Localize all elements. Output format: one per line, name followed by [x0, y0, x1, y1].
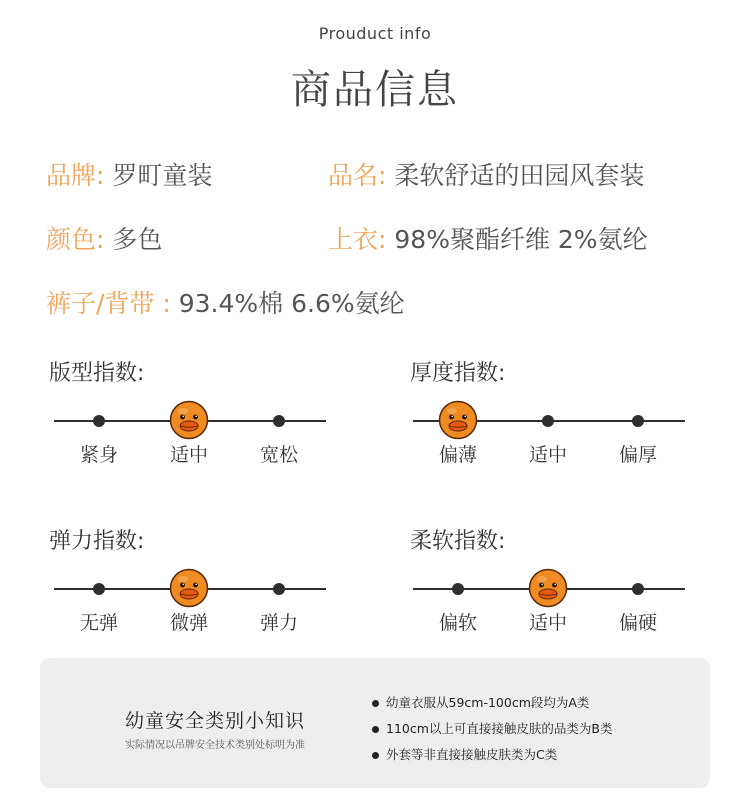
scale-dot — [452, 583, 464, 595]
spec-color — [46, 224, 162, 256]
subtitle-en: Prouduct info — [318, 24, 432, 43]
scale-dot — [273, 415, 285, 427]
spec-top — [328, 224, 648, 256]
duck-icon — [438, 400, 478, 440]
index-title-thickness: 厚度指数: — [410, 361, 506, 386]
duck-icon — [528, 568, 568, 608]
scale-label: 无弹 — [79, 612, 118, 634]
index-scale-thickness — [413, 398, 685, 498]
safety-title: 幼童安全类别小知识 — [124, 710, 305, 732]
spec-top-key: 上衣: — [328, 225, 387, 254]
spec-brand — [46, 160, 212, 192]
page-title: 商品信息 — [291, 67, 459, 113]
spec-pants — [46, 288, 405, 320]
index-title-softness: 柔软指数: — [410, 529, 506, 554]
scale-dot — [93, 583, 105, 595]
scale-label: 微弹 — [169, 612, 208, 634]
scale-label: 偏厚 — [618, 444, 657, 466]
scale-label: 偏硬 — [618, 612, 657, 634]
scale-label: 紧身 — [79, 444, 118, 466]
spec-color-value: 多色 — [112, 225, 163, 254]
scale-label: 适中 — [169, 444, 208, 466]
scale-dot — [632, 583, 644, 595]
spec-brand-key: 品牌: — [46, 161, 105, 190]
spec-brand-value: 罗町童装 — [112, 161, 213, 190]
safety-subtitle: 实际情况以吊牌安全技术类别处标明为准 — [125, 740, 305, 751]
index-title-elasticity: 弹力指数: — [49, 529, 145, 554]
index-scale-softness — [413, 566, 685, 666]
scale-label: 适中 — [528, 444, 567, 466]
duck-icon — [169, 568, 209, 608]
duck-icon — [169, 400, 209, 440]
scale-label: 弹力 — [259, 612, 298, 634]
scale-label: 偏软 — [438, 612, 477, 634]
spec-name-key: 品名: — [328, 161, 387, 190]
index-scale-fit — [54, 398, 326, 498]
scale-label: 适中 — [528, 612, 567, 634]
scale-dot — [632, 415, 644, 427]
spec-name-value: 柔软舒适的田园风套装 — [394, 161, 645, 190]
spec-color-key: 颜色: — [46, 225, 105, 254]
spec-pants-value: 93.4%棉 6.6%氨纶 — [178, 289, 405, 318]
spec-top-value: 98%聚酯纤维 2%氨纶 — [394, 225, 648, 254]
scale-dot — [93, 415, 105, 427]
spec-name — [328, 160, 644, 192]
safety-list — [372, 690, 612, 768]
safety-item: 110cm以上可直接接触皮肤的品类为B类 — [372, 716, 612, 742]
scale-label: 偏薄 — [438, 444, 477, 466]
index-title-fit: 版型指数: — [49, 361, 145, 386]
safety-box — [40, 658, 710, 788]
spec-pants-key: 裤子/背带 : — [46, 289, 171, 318]
safety-item: 外套等非直接接触皮肤类为C类 — [372, 742, 612, 768]
index-scale-elasticity — [54, 566, 326, 666]
scale-label: 宽松 — [259, 444, 298, 466]
scale-dot — [542, 415, 554, 427]
safety-item: 幼童衣服从59cm-100cm段均为A类 — [372, 690, 612, 716]
scale-dot — [273, 583, 285, 595]
